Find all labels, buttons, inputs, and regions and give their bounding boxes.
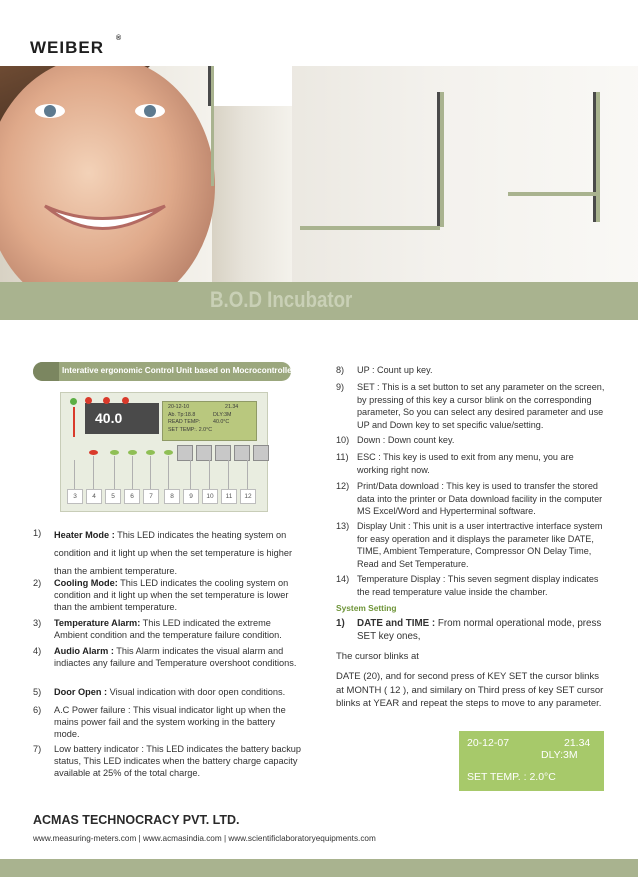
lcd-display: [162, 401, 257, 441]
website-links: www.measuring-meters.com | www.acmasindia.com | www.scientificlaboratoryequipments.com: [33, 834, 376, 843]
callout-number: 3: [67, 489, 83, 504]
list-item: 11) ESC : This key is used to exit from any menu, you are working right now.: [336, 452, 574, 475]
lcd-example-set-temp: SET TEMP. : 2.0°C: [467, 771, 556, 783]
key-up-button[interactable]: [177, 445, 193, 461]
pill-accent: [33, 362, 59, 381]
lcd-read-label: READ TEMP:: [168, 419, 201, 425]
leader-line: [228, 460, 229, 489]
lcd-example: [459, 731, 604, 791]
callout-number: 10: [202, 489, 218, 504]
lcd-example-delay: DLY:3M: [541, 749, 578, 761]
leader-line: [132, 456, 133, 489]
list-item: 4) Audio Alarm : This Alarm indicates the visual alarm and indiactes any failure and Temperature overshoot conditions.: [33, 646, 297, 668]
setting-item: 1) DATE and TIME : From normal operational mode, press SET key ones,: [336, 618, 602, 642]
led-green-icon: [70, 398, 77, 405]
callout-number: 9: [183, 489, 199, 504]
paragraph: DATE (20), and for second press of KEY SET the cursor blinks at MONTH ( 12 ), and similary on Third press of key SET cursor blinks at YEAR and repeat the steps to move to any parameter.: [336, 671, 604, 709]
callout-number: 7: [143, 489, 159, 504]
leader-line: [74, 460, 75, 489]
hero-photo: [0, 66, 638, 288]
panel-heading: Interative ergonomic Control Unit based on Mocrocontroller: [62, 366, 295, 375]
registered-mark: ®: [116, 35, 123, 42]
list-item: 3) Temperature Alarm: This LED indicated the extreme Ambient condition and the temperature failure condition.: [33, 618, 282, 640]
leader-line: [247, 460, 248, 489]
leader-line: [150, 456, 151, 489]
list-item: 12) Print/Data download : This key is used to transfer the stored data into the printer or Data download facility in the computer MS Excel/Word and Hyperterminal software.: [336, 481, 603, 516]
leader-line: [190, 460, 191, 489]
list-item: 8) UP : Count up key.: [336, 365, 433, 375]
leader-line: [114, 456, 115, 489]
thermometer-bar: [73, 407, 75, 437]
callout-number: 11: [221, 489, 237, 504]
led-alarm-icon: [128, 450, 137, 455]
key-esc-button[interactable]: [234, 445, 250, 461]
leader-line: [209, 460, 210, 489]
lcd-date: 20-12-10: [168, 404, 190, 410]
lcd-ambient: Ab. Tp:18.8: [168, 411, 196, 418]
list-item: 13) Display Unit : This unit is a user intertractive interface system for easy operation and it displays the parameter like DATE, TIME, Ambient Temperature, Compressor ON Delay Time, Read and Set Temperature.: [336, 521, 603, 569]
paragraph: The cursor blinks at: [336, 651, 419, 662]
led-cooling-icon: [110, 450, 119, 455]
led-red-icon: [103, 397, 110, 404]
list-item: 7) Low battery indicator : This LED indicates the battery backup status, This LED indicates when the battery charge capacity available at 25% of the total charge.: [33, 744, 302, 778]
lcd-delay: DLY:3M: [213, 411, 232, 418]
leader-line: [168, 456, 169, 489]
list-item: 5) Door Open : Visual indication with door open conditions.: [33, 687, 286, 697]
callout-number: 12: [240, 489, 256, 504]
callout-number: 6: [124, 489, 140, 504]
list-item: 6) A.C Power failure : This visual indicator light up when the mains power fail and the system working in the battery mode.: [33, 705, 286, 739]
company-name: ACMAS TECHNOCRACY PVT. LTD.: [33, 813, 240, 827]
list-item: 2) Cooling Mode: This LED indicates the cooling system on condition and it light up when the set temperature is lower than the ambient temperature.: [33, 578, 289, 612]
temperature-display: 40.0: [85, 403, 159, 434]
footer-band: [0, 859, 638, 877]
lcd-read-value: 40.0°C: [213, 419, 230, 425]
callout-number: 8: [164, 489, 180, 504]
led-door-icon: [164, 450, 173, 455]
callout-number: 4: [86, 489, 102, 504]
list-item: 9) SET : This is a set button to set any parameter on the screen, by pressing of this key a cursor blink on the corresponding parameter, So you can select any desired parameter and use UP and Down key to set specific value/setting.: [336, 382, 605, 430]
led-red-icon: [85, 397, 92, 404]
led-red-icon: [122, 397, 129, 404]
list-item: 10) Down : Down count key.: [336, 435, 455, 445]
lcd-set-temp: SET TEMP:. 2.0°C: [168, 426, 213, 433]
callout-number: 5: [105, 489, 121, 504]
key-print-button[interactable]: [253, 445, 269, 461]
brand-logo: WEIBER ®: [30, 35, 123, 57]
lcd-example-date: 20-12-07: [467, 737, 510, 749]
lcd-example-time: 21.34: [564, 737, 591, 749]
list-item: 1) Heater Mode : This LED indicates the heating system on condition and it light up when the set temperature is higher than the ambient temperature.: [33, 528, 293, 576]
product-title: B.O.D Incubator: [210, 287, 353, 312]
led-audio-icon: [146, 450, 155, 455]
leader-line: [93, 456, 94, 489]
key-down-button[interactable]: [215, 445, 231, 461]
key-set-button[interactable]: [196, 445, 212, 461]
section-heading: System Setting: [336, 603, 397, 613]
led-heater-icon: [89, 450, 98, 455]
lcd-time: 21.34: [225, 404, 239, 410]
list-item: 14) Temperature Display : This seven segment display indicates the read temperature value inside the chamber.: [336, 574, 599, 597]
